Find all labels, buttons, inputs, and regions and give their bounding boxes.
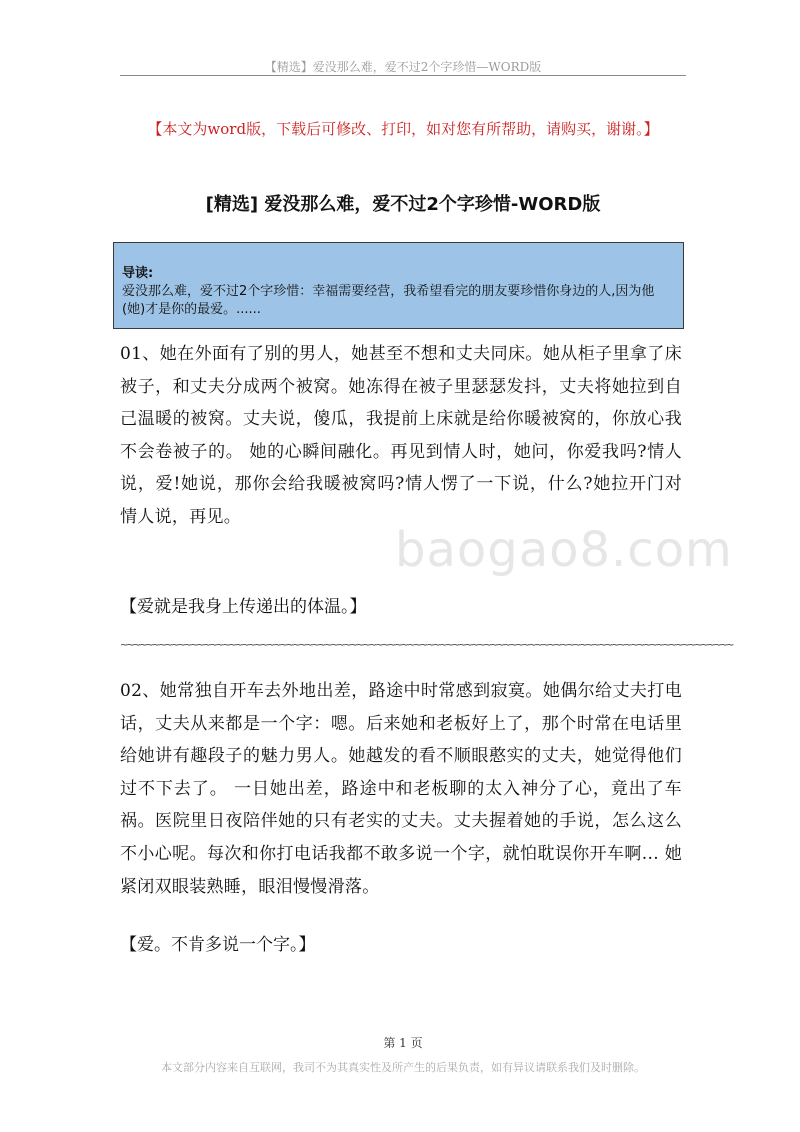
guide-box [113,242,684,329]
footer-disclaimer: 本文部分内容来自互联网，我司不为其真实性及所产生的后果负责，如有异议请联系我们及时删除。 [161,1061,645,1074]
document-title: [精选] 爱没那么难，爱不过2个字珍惜-WORD版 [205,194,601,215]
page-number: 第 1 页 [383,1036,423,1050]
section-divider: ~~~~~~~~~~~~~~~~~~~~~~~~~~~~~~~~~~~~~~~~~~~~~~~~~~~~~~~~~~~~~~~~~~~~~~~~~~~~~~~~~~~~~~~~~~~~~~~~ [120,640,733,651]
guide-label: 导读: [122,266,154,281]
download-notice: 【本文为word版，下载后可修改、打印，如对您有所帮助，请购买，谢谢。】 [147,120,659,138]
section-2-quote: 【爱。不肯多说一个字。】 [120,935,316,955]
guide-text: 爱没那么难，爱不过2个字珍惜：幸福需要经营，我希望看完的朋友要珍惜你身边的人,因为他(她)才是你的最爱。...... [122,284,655,317]
section-2-paragraph: 02、她常独自开车去外地出差，路途中时常感到寂寞。她偶尔给丈夫打电话，丈夫从来都是一个字：嗯。后来她和老板好上了，那个时常在电话里给她讲有趣段子的魅力男人。她越发的看不顺眼憨实的丈夫，她觉得他们过不下去了。 一日她出差，路途中和老板聊的太入神分了心，竟出了车祸。医院里日夜陪伴她的只有老实的丈夫。丈夫握着她的手说，怎么这么不小心呢。每次和你打电话我都不敢多说一个字，就怕耽误你开车啊... 她紧闭双眼装熟睡，眼泪慢慢滑落。 [120,681,682,897]
running-header: 【精选】爱没那么难，爱不过2个字珍惜—WORD版 [264,60,542,74]
watermark: baogao8.com [395,522,733,578]
header-rule [120,75,686,76]
section-1-paragraph: 01、她在外面有了别的男人，她甚至不想和丈夫同床。她从柜子里拿了床被子，和丈夫分成两个被窝。她冻得在被子里瑟瑟发抖，丈夫将她拉到自己温暖的被窝。丈夫说，傻瓜，我提前上床就是给你暖被窝的，你放心我不会卷被子的。 她的心瞬间融化。再见到情人时，她问，你爱我吗?情人说，爱!她说，那你会给我暖被窝吗?情人愣了一下说，什么?她拉开门对情人说，再见。 [120,344,682,527]
section-1-quote: 【爱就是我身上传递出的体温。】 [120,597,367,617]
